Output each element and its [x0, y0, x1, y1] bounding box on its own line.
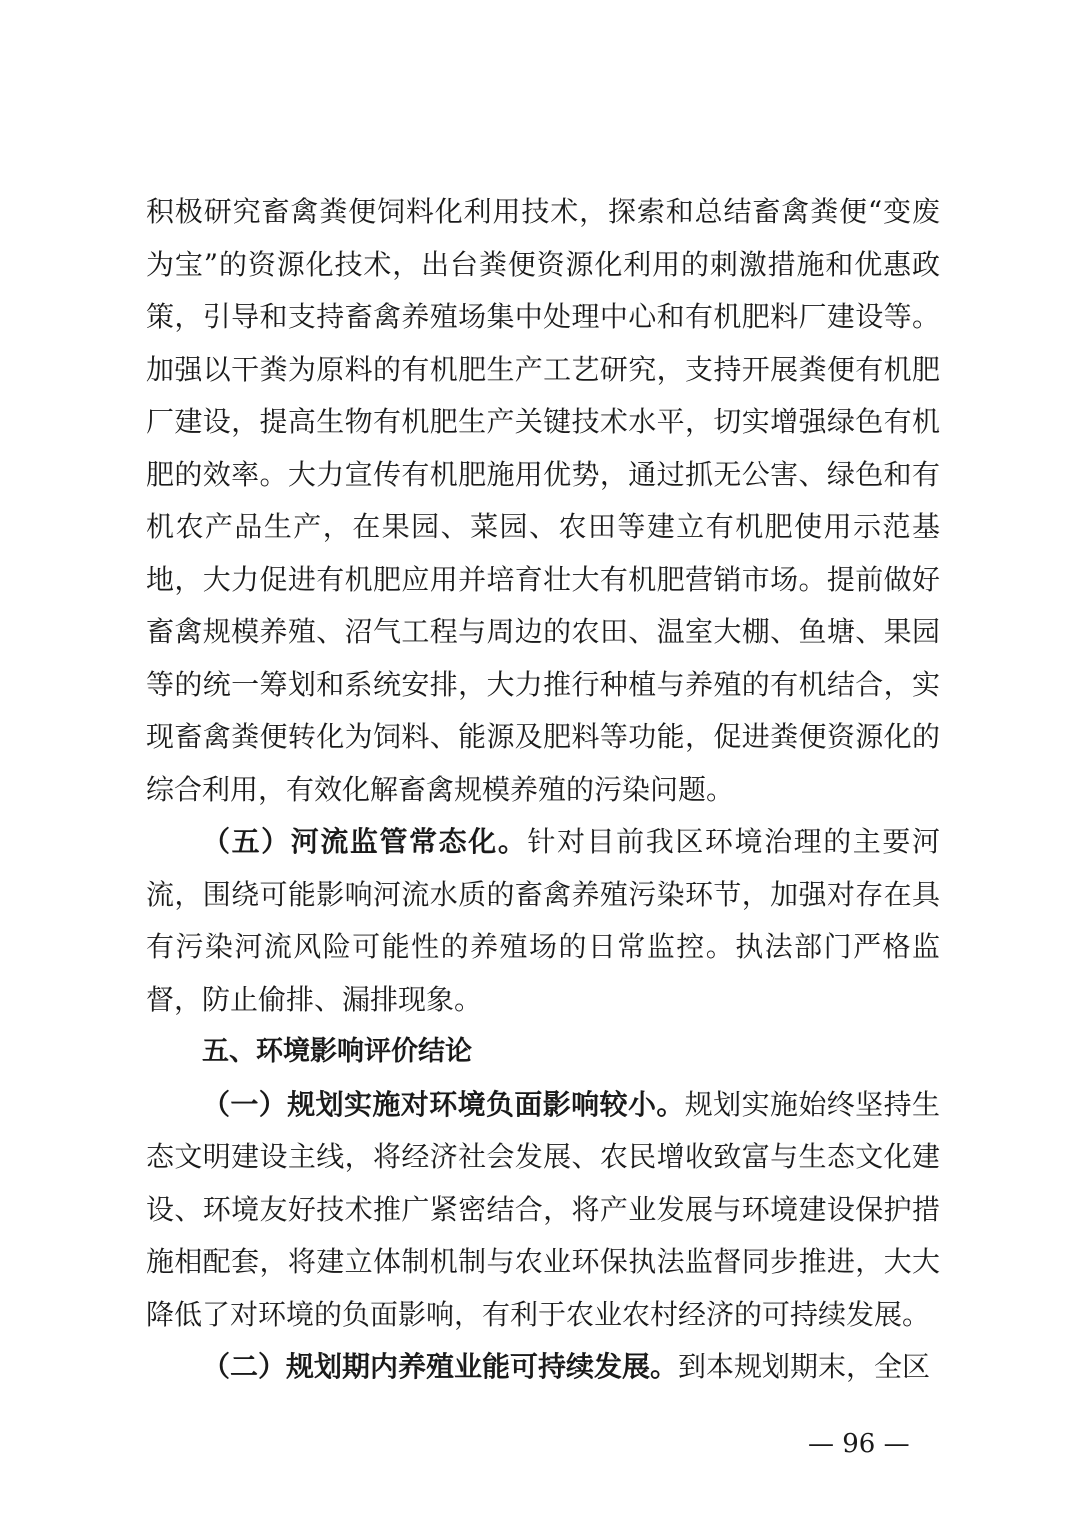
paragraph-text: 积极研究畜禽粪便饲料化利用技术，探索和总结畜禽粪便“变废为宝”的资源化技术，出台粪便资源化利用的刺激措施和优惠政策，引导和支持畜禽养殖场集中处理中心和有机肥料厂建设等。加强以干粪为原料的有机肥生产工艺研究，支持开展粪便有机肥厂建设，提高生物有机肥生产关键技术水平，切实增强绿色有机肥的效率。大力宣传有机肥施用优势，通过抓无公害、绿色和有机农产品生产，在果园、菜园、农田等建立有机肥使用示范基地，大力促进有机肥应用并培育壮大有机肥营销市场。提前做好畜禽规模养殖、沼气工程与周边的农田、温室大棚、鱼塘、果园等的统一筹划和系统安排，大力推行种植与养殖的有机结合，实现畜禽粪便转化为饲料、能源及肥料等功能，促进粪便资源化的综合利用，有效化解畜禽规模养殖的污染问题。 — [146, 195, 940, 806]
section-heading: 五、环境影响评价结论 — [202, 1036, 472, 1067]
paragraph-lead: （二）规划期内养殖业能可持续发展。 — [202, 1350, 679, 1383]
paragraph-text: 到本规划期末，全区 — [678, 1350, 931, 1383]
paragraph-conclusion-1 — [146, 1079, 940, 1342]
body-text — [146, 186, 940, 1394]
paragraph-river-supervision — [146, 816, 940, 1026]
paragraph-lead: （一）规划实施对环境负面影响较小。 — [202, 1087, 685, 1121]
paragraph-lead: （五）河流监管常态化。 — [202, 825, 528, 858]
paragraph-text: 针对目前我区环境治理的主要河流，围绕可能影响河流水质的畜禽养殖污染环节，加强对存在具有污染河流风险可能性的养殖场的日常监控。执法部门严格监督，防止偷排、漏排现象。 — [146, 825, 940, 1016]
paragraph-text: 规划实施始终坚持生态文明建设主线，将经济社会发展、农民增收致富与生态文化建设、环境友好技术推广紧密结合，将产业发展与环境建设保护措施相配套，将建立体制机制与农业环保执法监督同步推进，大大降低了对环境的负面影响，有利于农业农村经济的可持续发展。 — [146, 1087, 940, 1331]
paragraph-manure-utilization — [146, 186, 940, 816]
page-number: — 96 — — [808, 1429, 910, 1459]
paragraph-conclusion-2 — [146, 1341, 940, 1394]
